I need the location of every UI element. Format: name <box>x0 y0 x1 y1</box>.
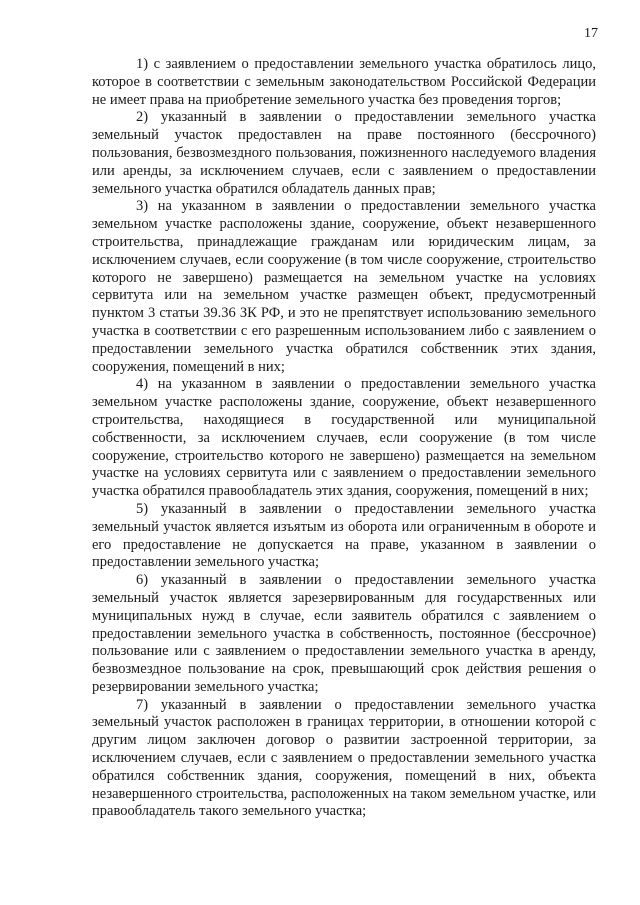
paragraph-item-1: 1) с заявлением о предоставлении земельного участка обратилось лицо, которое в соответствии с земельным законодательством Российской Федерации не имеет права на приобретение земельного участка без проведения торгов; <box>92 56 596 108</box>
paragraph-item-4: 4) на указанном в заявлении о предоставлении земельного участка земельном участке расположены здание, сооружение, объект незавершенного строительства, находящиеся в государственной или муниципальной собственности, за исключением случаев, если сооружение (в том числе сооружение, строительство которого не завершено) размещается на земельном участке на условиях сервитута или с заявлением о предоставлении земельного участка обратился правообладатель этих здания, сооружения, помещений в них; <box>92 376 596 500</box>
paragraph-item-5: 5) указанный в заявлении о предоставлении земельного участка земельный участок является изъятым из оборота или ограниченным в обороте и его предоставление не допускается на праве, указанном в заявлении о предоставлении земельного участка; <box>92 500 596 571</box>
document-body <box>92 56 596 821</box>
paragraph-item-3: 3) на указанном в заявлении о предоставлении земельного участка земельном участке расположены здание, сооружение, объект незавершенного строительства, принадлежащие гражданам или юридическим лицам, за исключением случаев, если сооружение (в том числе сооружение, строительство которого не завершено) размещается на земельном участке на условиях сервитута или на земельном участке размещен объект, предусмотренный пунктом 3 статьи 39.36 ЗК РФ, и это не препятствует использованию земельного участка в соответствии с его разрешенным использованием либо с заявлением о предоставлении земельного участка обратился собственник этих здания, сооружения, помещений в них; <box>92 198 596 375</box>
paragraph-item-6: 6) указанный в заявлении о предоставлении земельного участка земельный участок является зарезервированным для государственных или муниципальных нужд в случае, если заявитель обратился с заявлением о предоставлении земельного участка в собственность, постоянное (бессрочное) пользование или с заявлением о предоставлении земельного участка в аренду, безвозмездное пользование на срок, превышающий срок действия решения о резервировании земельного участка; <box>92 572 596 695</box>
paragraph-item-2: 2) указанный в заявлении о предоставлении земельного участка земельный участок предоставлен на праве постоянного (бессрочного) пользования, безвозмездного пользования, пожизненного наследуемого владения или аренды, за исключением случаев, если с заявлением о предоставлении земельного участка обратился обладатель данных прав; <box>92 109 596 197</box>
paragraph-item-7: 7) указанный в заявлении о предоставлении земельного участка земельный участок расположен в границах территории, в отношении которой с другим лицом заключен договор о развитии застроенной территории, за исключением случаев, если с заявлением о предоставлении земельного участка обратился собственник здания, сооружения, помещений в них, объекта незавершенного строительства, расположенных на таком земельном участке, или правообладатель такого земельного участка; <box>92 696 596 820</box>
page-number: 17 <box>584 26 598 41</box>
